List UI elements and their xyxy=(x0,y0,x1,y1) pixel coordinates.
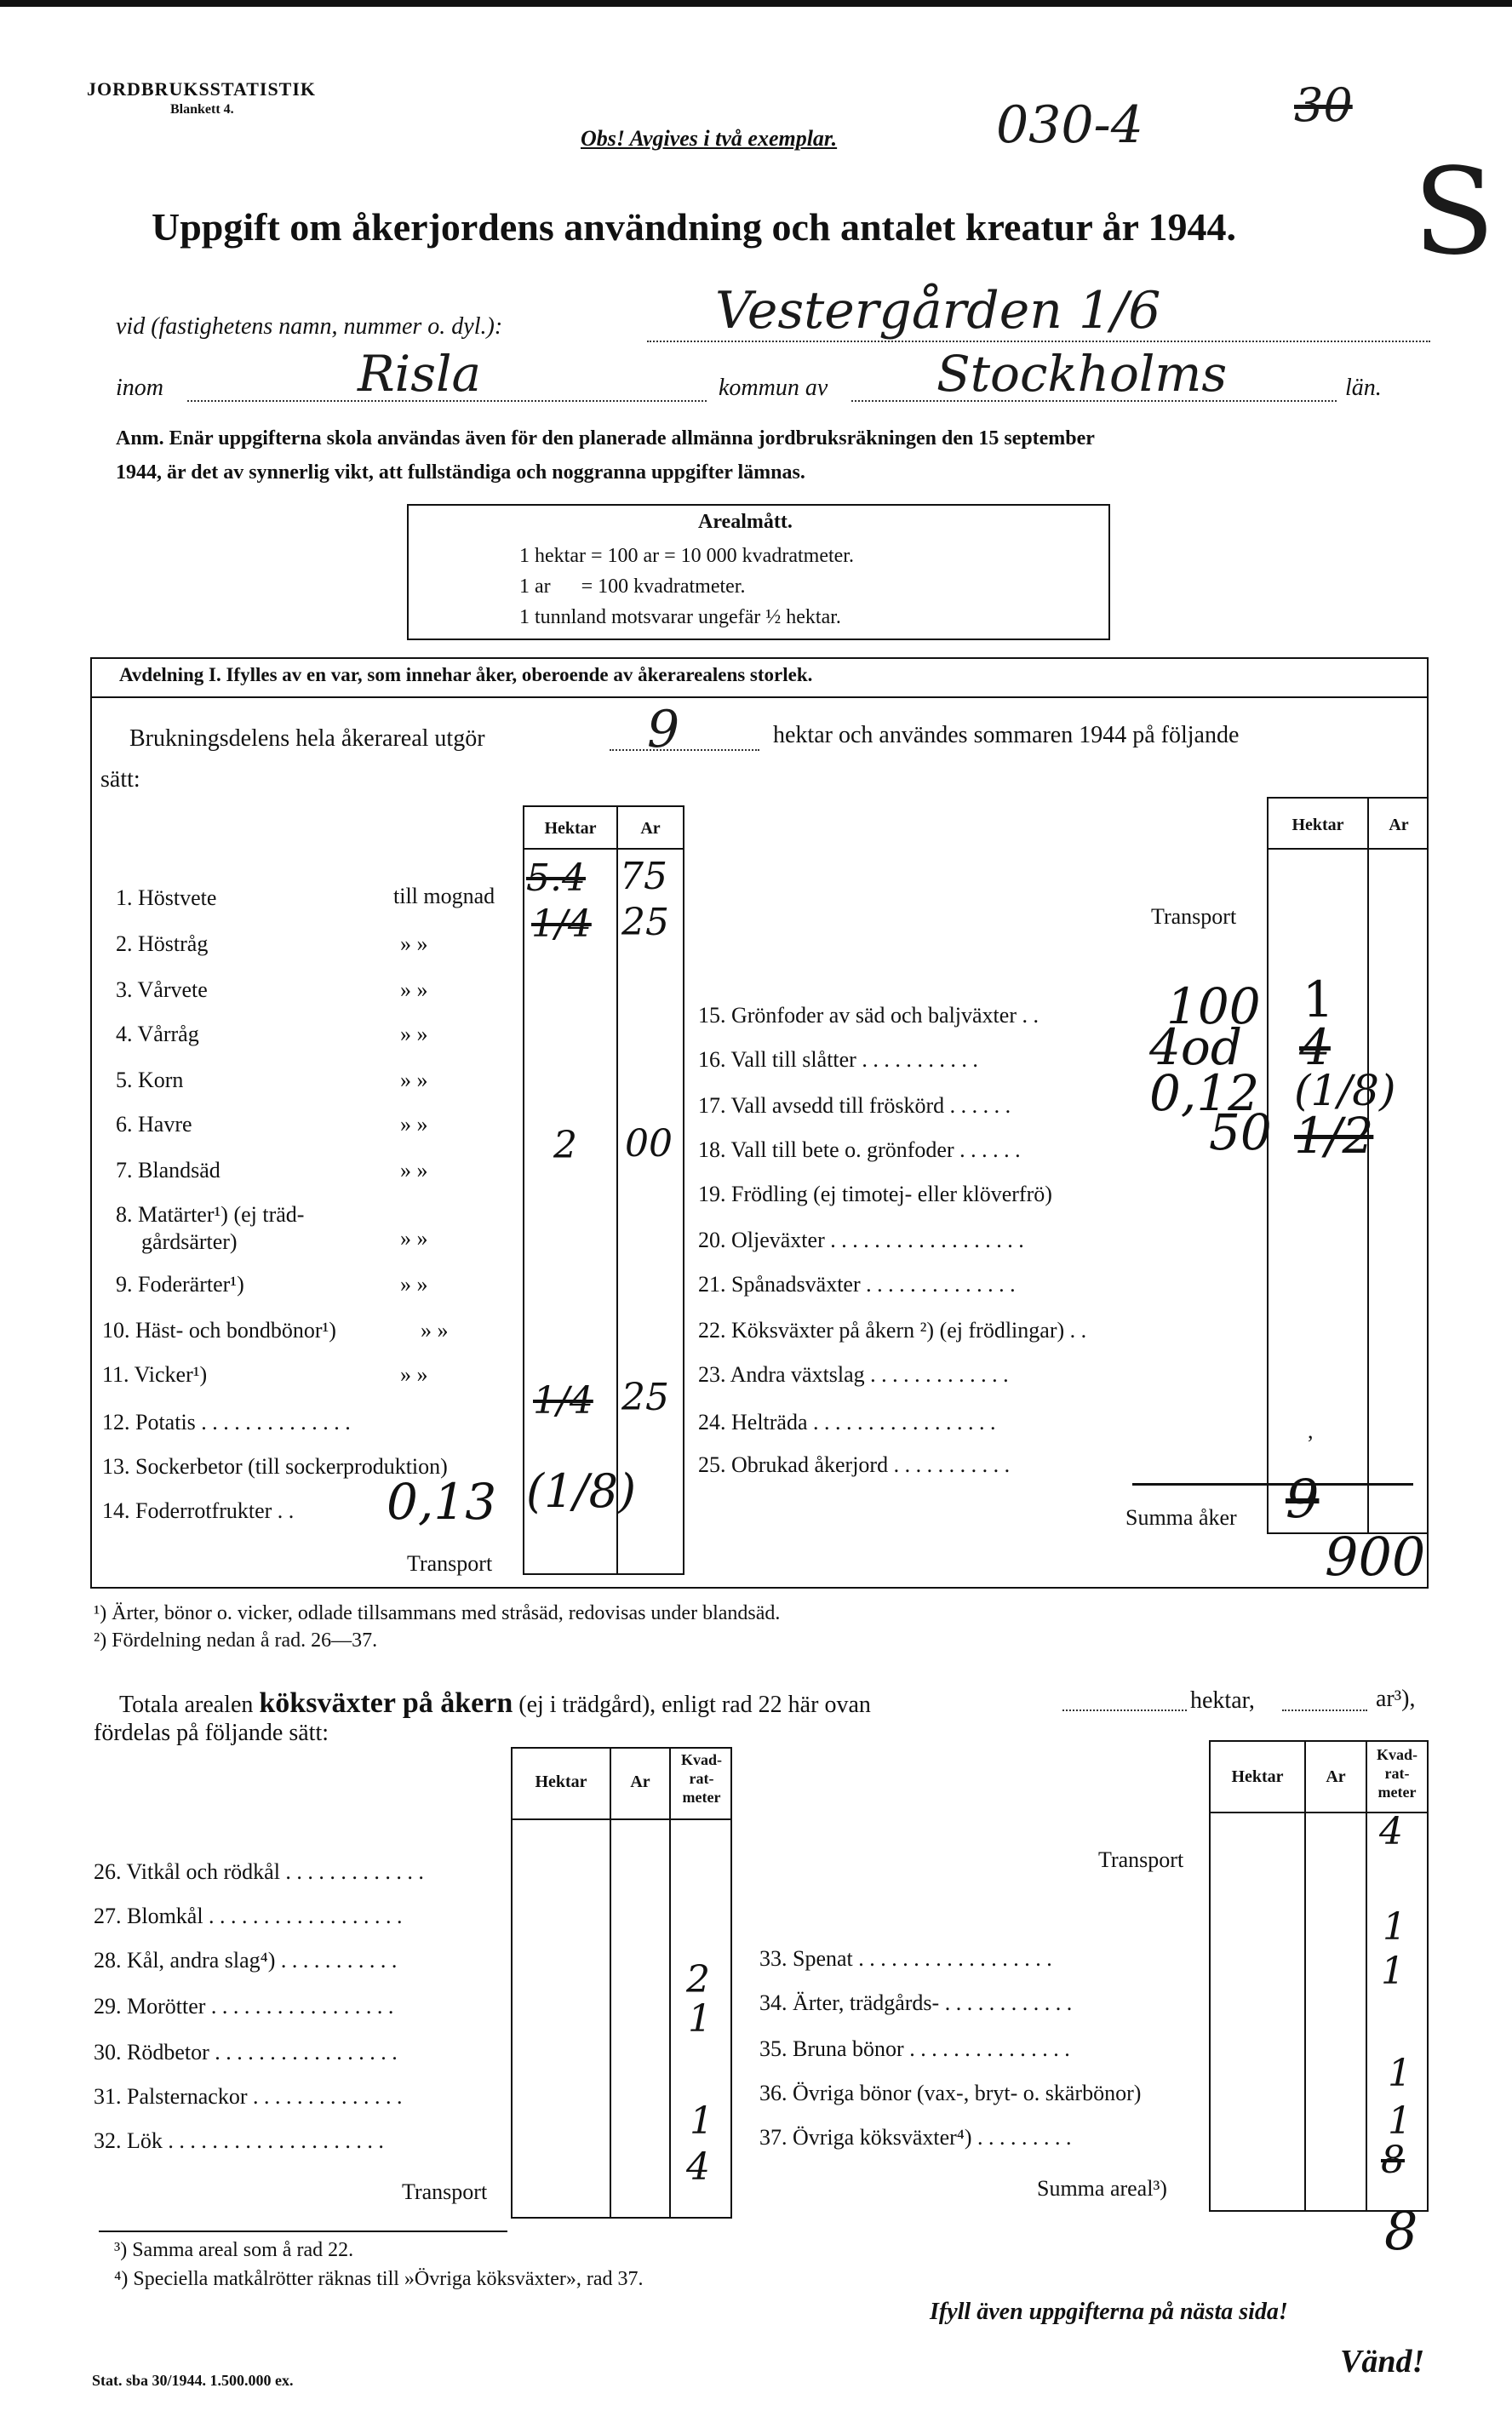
footnote-1: ¹) Ärter, bönor o. vicker, odlade tillsammans med stråsäd, redovisas under blandsäd. xyxy=(94,1602,781,1624)
footer-print: Stat. sba 30/1944. 1.500.000 ex. xyxy=(92,2372,294,2389)
avd1-right-col-hektar: Hektar xyxy=(1292,816,1344,834)
row-16-hektar: 4 xyxy=(1299,1018,1331,1076)
footnote-separator xyxy=(99,2231,507,2232)
avd1-right-col-ar: Ar xyxy=(1389,816,1409,834)
anm-line1: Anm. Enär uppgifterna skola användas även för den planerade allmänna jordbruksräkningen den 15 september xyxy=(116,427,1095,450)
row-5-suffix: » » xyxy=(400,1068,428,1092)
row-6-label: 6. Havre xyxy=(116,1112,192,1137)
row-37-label: 37. Övriga köksväxter⁴) . . . . . . . . . xyxy=(759,2125,1072,2150)
summa-aker-total: 900 xyxy=(1325,1526,1426,1588)
avd1-left-header-line xyxy=(523,848,684,850)
footnote-4: ⁴) Speciella matkålrötter räknas till »Övriga köksväxter», rad 37. xyxy=(114,2268,644,2290)
row-20-label: 20. Oljeväxter . . . . . . . . . . . . . . . . . . xyxy=(698,1228,1024,1252)
row-17-hektar: (1/8) xyxy=(1294,1066,1396,1115)
row-12-hektar: 1/4 xyxy=(533,1379,593,1423)
avd1-intro-a: Brukningsdelens hela åkerareal utgör xyxy=(129,725,485,752)
avd2-hektar-line xyxy=(1062,1709,1187,1711)
row-18-hektar: 1/2 xyxy=(1294,1107,1374,1165)
till-mognad: till mognad xyxy=(393,884,495,908)
row-23-label: 23. Andra växtslag . . . . . . . . . . . . . xyxy=(698,1362,1009,1387)
row-2-hektar: 1/4 xyxy=(531,902,592,946)
obs-note: Obs! Avgives i två exemplar. xyxy=(581,126,838,151)
summa-aker-label: Summa åker xyxy=(1125,1505,1237,1530)
row-29-label: 29. Morötter . . . . . . . . . . . . . . . . . xyxy=(94,1994,394,2019)
row-1-label: 1. Höstvete xyxy=(116,885,217,910)
row-11-label: 11. Vicker¹) xyxy=(102,1362,208,1387)
row-28-label: 28. Kål, andra slag⁴) . . . . . . . . . . . xyxy=(94,1948,398,1973)
avd2-right-transport-value: 4 xyxy=(1379,1810,1403,1853)
row-7-suffix: » » xyxy=(400,1158,428,1183)
row-7-label: 7. Blandsäd xyxy=(116,1158,220,1183)
row-7-hektar: 2 xyxy=(553,1124,577,1167)
handwritten-s: S xyxy=(1413,143,1495,282)
avd2-intro-b: (ej i trädgård), enligt rad 22 här ovan xyxy=(518,1692,871,1718)
avd2-left-col-kvm: Kvad-rat-meter xyxy=(680,1751,722,1806)
row-14-handwritten: 0,13 xyxy=(387,1473,497,1531)
row-18-hw: 50 xyxy=(1209,1103,1272,1161)
row-17-label: 17. Vall avsedd till fröskörd . . . . . . xyxy=(698,1093,1011,1118)
row-25-label: 25. Obrukad åkerjord . . . . . . . . . . . xyxy=(698,1452,1011,1477)
avd1-right-transport: Transport xyxy=(1151,904,1237,929)
row-3-suffix: » » xyxy=(400,977,428,1002)
inom-value: Risla xyxy=(358,345,482,403)
row-33-label: 33. Spenat . . . . . . . . . . . . . . . . . . xyxy=(759,1946,1052,1971)
row-21-label: 21. Spånadsväxter . . . . . . . . . . . . . . xyxy=(698,1272,1016,1297)
avd2-left-col-hektar: Hektar xyxy=(535,1772,587,1791)
row-34-label: 34. Ärter, trädgårds- . . . . . . . . . . . . xyxy=(759,1990,1073,2015)
avd2-intro-ar: ar³), xyxy=(1376,1686,1416,1712)
row-12-ar: 25 xyxy=(621,1376,669,1419)
row-19-label: 19. Frödling (ej timotej- eller klöverfrö) xyxy=(698,1182,1052,1206)
kommun-value: Stockholms xyxy=(936,345,1228,403)
vid-value: Vestergården 1/6 xyxy=(715,281,1161,341)
row-8-suffix: » » xyxy=(400,1226,428,1251)
row-1-hektar: 5.4 xyxy=(526,856,586,900)
row-1-ar: 75 xyxy=(620,855,667,898)
avd2-intro-hektar: hektar, xyxy=(1190,1687,1255,1714)
footnote-2: ²) Fördelning nedan å rad. 26—37. xyxy=(94,1629,378,1652)
row-32-kvm: 1 xyxy=(690,2099,713,2143)
avd2-intro-bold: köksväxter på åkern xyxy=(259,1687,513,1719)
summa-areal-crossed: 8 xyxy=(1381,2139,1405,2182)
avd1-left-transport: Transport xyxy=(407,1551,493,1576)
row-36-kvm: 1 xyxy=(1388,2052,1412,2095)
row-9-label: 9. Foderärter¹) xyxy=(116,1272,244,1297)
row-27-label: 27. Blomkål . . . . . . . . . . . . . . . . . . xyxy=(94,1904,403,1928)
row-7-ar: 00 xyxy=(625,1122,673,1165)
row-10-suffix: » » xyxy=(421,1318,449,1343)
row-17-hw: 0,12 xyxy=(1149,1064,1260,1122)
form-number: Blankett 4. xyxy=(170,102,234,117)
row-6-suffix: » » xyxy=(400,1112,428,1137)
footer-vand: Vänd! xyxy=(1340,2344,1425,2380)
avd2-right-col-hektar: Hektar xyxy=(1231,1767,1284,1786)
row-4-suffix: » » xyxy=(400,1022,428,1046)
row-2-label: 2. Höstråg xyxy=(116,931,209,956)
row-14-hektar: (1/8) xyxy=(526,1464,637,1518)
avd2-left-header-line xyxy=(511,1818,732,1820)
row-12-label: 12. Potatis . . . . . . . . . . . . . . xyxy=(102,1410,351,1435)
avd1-intro-value: 9 xyxy=(647,700,680,759)
row-30-kvm: 1 xyxy=(688,1997,712,2041)
anm-line2: 1944, är det av synnerlig vikt, att fullständiga och noggranna uppgifter lämnas. xyxy=(116,461,805,484)
avd1-intro-line xyxy=(610,749,759,751)
avd2-intro-a: Totala arealen xyxy=(119,1692,254,1718)
handwritten-corner: 30 xyxy=(1294,78,1353,132)
avd1-right-header-line xyxy=(1267,848,1429,850)
avd1-left-col-hektar: Hektar xyxy=(544,819,597,838)
avd2-intro-c: fördelas på följande sätt: xyxy=(94,1720,329,1746)
row-24-ar: , xyxy=(1308,1418,1314,1443)
row-10-label: 10. Häst- och bondbönor¹) xyxy=(102,1318,336,1343)
row-13-label: 13. Sockerbetor (till sockerproduktion) xyxy=(102,1454,448,1479)
summa-areal-value: 8 xyxy=(1384,2200,1418,2262)
avd2-left-transport: Transport xyxy=(402,2179,488,2204)
avd1-intro-b: hektar och användes sommaren 1944 på följande xyxy=(773,722,1240,748)
row-35-label: 35. Bruna bönor . . . . . . . . . . . . . . . xyxy=(759,2036,1070,2061)
avdelning-1-divider xyxy=(90,696,1429,698)
row-16-hw: 4od xyxy=(1149,1018,1242,1076)
row-22-label: 22. Köksväxter på åkern ²) (ej frödlingar) . . xyxy=(698,1318,1087,1343)
row-36-label: 36. Övriga bönor (vax-, bryt- o. skärbönor) xyxy=(759,2081,1142,2105)
arealmatt-title: Arealmått. xyxy=(698,511,793,533)
inom-label: inom xyxy=(116,375,163,401)
row-30-label: 30. Rödbetor . . . . . . . . . . . . . . . . . xyxy=(94,2040,398,2065)
arealmatt-line2: 1 ar = 100 kvadratmeter. xyxy=(519,576,746,598)
avd2-right-col-kvm: Kvad-rat-meter xyxy=(1376,1746,1418,1801)
vid-line xyxy=(647,341,1430,342)
avd2-ar-line xyxy=(1282,1709,1367,1711)
page-title: Uppgift om åkerjordens användning och antalet kreatur år 1944. xyxy=(152,205,1237,249)
avd1-right-table xyxy=(1267,797,1429,1534)
row-3-label: 3. Vårvete xyxy=(116,977,208,1002)
summa-areal-label: Summa areal³) xyxy=(1037,2176,1167,2201)
avd2-right-col-ar: Ar xyxy=(1326,1767,1346,1786)
summa-separator xyxy=(1132,1483,1413,1486)
avd2-right-transport: Transport xyxy=(1098,1847,1184,1872)
row-15-hektar: 1 xyxy=(1303,971,1334,1028)
avd2-left-col-ar: Ar xyxy=(630,1772,650,1791)
row-2-suffix: » » xyxy=(400,931,428,956)
row-16-label: 16. Vall till slåtter . . . . . . . . . . . xyxy=(698,1047,978,1072)
row-37-kvm: 1 xyxy=(1388,2099,1412,2143)
arealmatt-line1: 1 hektar = 100 ar = 10 000 kvadratmeter. xyxy=(519,545,854,567)
row-33-kvm: 1 xyxy=(1381,1950,1405,1993)
avd1-right-col-divider xyxy=(1367,797,1369,1534)
row-32-label: 32. Lök . . . . . . . . . . . . . . . . . . . . xyxy=(94,2128,384,2153)
lan-label: län. xyxy=(1345,375,1382,401)
row-15-label: 15. Grönfoder av säd och baljväxter . . xyxy=(698,1003,1039,1028)
avd1-intro-c: sätt: xyxy=(100,766,140,793)
row-26-label: 26. Vitkål och rödkål . . . . . . . . . . . . . xyxy=(94,1859,424,1884)
row-11-suffix: » » xyxy=(400,1362,428,1387)
row-24-label: 24. Helträda . . . . . . . . . . . . . . . . . xyxy=(698,1410,996,1435)
row-9-suffix: » » xyxy=(400,1272,428,1297)
row-14-label: 14. Foderrotfrukter . . xyxy=(102,1498,295,1523)
summa-aker-crossed: 9 xyxy=(1286,1468,1320,1530)
footnote-3: ³) Samma areal som å rad 22. xyxy=(114,2239,354,2261)
row-5-label: 5. Korn xyxy=(116,1068,184,1092)
arealmatt-line3: 1 tunnland motsvarar ungefär ½ hektar. xyxy=(519,606,841,628)
footer-note: Ifyll även uppgifterna på nästa sida! xyxy=(930,2299,1288,2325)
row-18-label: 18. Vall till bete o. grönfoder . . . . . . xyxy=(698,1137,1021,1162)
handwritten-number: 030-4 xyxy=(996,95,1143,155)
org-name: JORDBRUKSSTATISTIK xyxy=(87,78,317,100)
row-4-label: 4. Vårråg xyxy=(116,1022,199,1046)
avd1-left-col-ar: Ar xyxy=(640,819,661,838)
vid-label: vid (fastighetens namn, nummer o. dyl.): xyxy=(116,313,503,340)
row-8-label: 8. Matärter¹) (ej träd- xyxy=(116,1202,305,1227)
avd2-left-transport-value: 4 xyxy=(686,2145,710,2189)
avd1-left-col-divider xyxy=(616,805,618,1575)
row-15-hw: 100 xyxy=(1166,977,1261,1035)
top-border xyxy=(0,0,1512,7)
avd2-right-extra-kvm: 1 xyxy=(1383,1905,1406,1949)
row-8-label2: gårdsärter) xyxy=(141,1229,238,1254)
row-2-ar: 25 xyxy=(621,901,669,944)
avdelning-1-title: Avdelning I. Ifylles av en var, som innehar åker, oberoende av åkerarealens storlek. xyxy=(119,664,813,685)
kommun-label: kommun av xyxy=(719,375,828,401)
row-31-label: 31. Palsternackor . . . . . . . . . . . . . . xyxy=(94,2084,403,2109)
row-29-kvm: 2 xyxy=(686,1958,710,2002)
avd2-intro xyxy=(119,1687,871,1720)
